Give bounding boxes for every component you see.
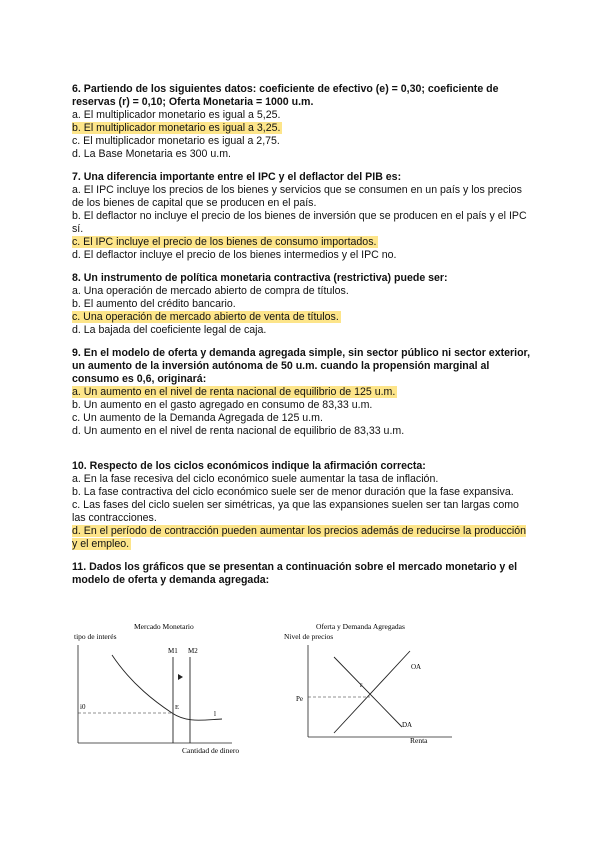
- answer-option: [72, 285, 532, 298]
- answer-text: b. La fase contractiva del ciclo económico suele ser de menor duración que la fase expansiva.: [72, 486, 514, 498]
- highlighted-answer-text: c. Una operación de mercado abierto de venta de títulos.: [72, 311, 339, 323]
- answer-text: d. Un aumento en el nivel de renta nacional de equilibrio de 83,33 u.m.: [72, 425, 405, 437]
- answer-text: c. El multiplicador monetario es igual a 2,75.: [72, 135, 280, 147]
- right-graph-ylabel: Nivel de precios: [284, 632, 334, 641]
- money-demand-curve: [112, 655, 222, 720]
- oa-label: OA: [411, 663, 422, 671]
- highlighted-answer-text: a. Un aumento en el nivel de renta nacional de equilibrio de 125 u.m.: [72, 386, 396, 398]
- question-block: [72, 171, 532, 262]
- answer-text: b. Un aumento en el gasto agregado en consumo de 83,33 u.m.: [72, 399, 373, 411]
- answer-text: d. La Base Monetaria es 300 u.m.: [72, 148, 231, 160]
- answer-option: [72, 148, 532, 161]
- question-block: [72, 83, 532, 161]
- da-label: DA: [402, 721, 413, 729]
- left-graph-xlabel: Cantidad de dinero: [182, 746, 240, 755]
- answer-option: [72, 184, 532, 210]
- question-stem: 11. Dados los gráficos que se presentan a continuación sobre el mercado monetario y el modelo de oferta y demanda agregada:: [72, 561, 518, 586]
- i0-label: i0: [80, 703, 86, 711]
- highlighted-answer-text: d. En el período de contracción pueden aumentar los precios además de reducirse la producción y el empleo.: [72, 525, 527, 550]
- question-block: [72, 561, 532, 587]
- question-stem: 6. Partiendo de los siguientes datos: coeficiente de efectivo (e) = 0,30; coeficiente de reservas (r) = 0,10; Oferta Monetaria = 1000 u.m.: [72, 83, 499, 108]
- aggregate-supply-demand-graph: [284, 622, 452, 745]
- answer-option: [72, 324, 532, 337]
- answer-option: [72, 499, 532, 525]
- highlighted-answer-text: c. El IPC incluye el precio de los bienes de consumo importados.: [72, 236, 377, 248]
- answer-text: b. El deflactor no incluye el precio de los bienes de inversión que se producen en el país y el IPC sí.: [72, 210, 527, 235]
- question-stem: 7. Una diferencia importante entre el IPC y el deflactor del PIB es:: [72, 171, 402, 183]
- answer-option: [72, 109, 532, 122]
- arrow-icon: [178, 674, 183, 680]
- question-block: [72, 347, 532, 438]
- oa-curve: [334, 651, 413, 733]
- da-curve: [334, 657, 402, 727]
- answer-option: [72, 486, 532, 499]
- answer-option: [72, 236, 532, 249]
- question-stem: 10. Respecto de los ciclos económicos indique la afirmación correcta:: [72, 460, 426, 472]
- answer-option: [72, 210, 532, 236]
- answer-text: c. Un aumento de la Demanda Agregada de 125 u.m.: [72, 412, 323, 424]
- answer-text: a. El multiplicador monetario es igual a 5,25.: [72, 109, 281, 121]
- question-stem: 8. Un instrumento de política monetaria contractiva (restrictiva) puede ser:: [72, 272, 448, 284]
- m2-label: M2: [188, 647, 198, 655]
- figure-graphs: [72, 615, 456, 755]
- question-block: [72, 460, 532, 551]
- answer-text: d. La bajada del coeficiente legal de caja.: [72, 324, 267, 336]
- left-graph-title: Mercado Monetario: [134, 622, 194, 631]
- l-label: l: [214, 710, 216, 718]
- question-stem: 9. En el modelo de oferta y demanda agregada simple, sin sector público ni sector exterior, un aumento de la inversión autónoma de 50 u.m. cuando la propensión marginal al consumo es 0,6, originará:: [72, 347, 531, 385]
- answer-option: [72, 473, 532, 486]
- economics-figures: [72, 615, 456, 755]
- answer-option: [72, 135, 532, 148]
- answer-option: [72, 386, 532, 399]
- answer-option: [72, 122, 532, 135]
- highlighted-answer-text: b. El multiplicador monetario es igual a 3,25.: [72, 122, 281, 134]
- answer-text: a. Una operación de mercado abierto de compra de títulos.: [72, 285, 349, 297]
- answer-text: a. El IPC incluye los precios de los bienes y servicios que se consumen en un país y los precios de los bienes de capital que se producen en el país.: [72, 184, 522, 209]
- r-label: r: [360, 681, 363, 689]
- m1-label: M1: [168, 647, 178, 655]
- answer-option: [72, 249, 532, 262]
- answer-text: a. En la fase recesiva del ciclo económico suele aumentar la tasa de inflación.: [72, 473, 439, 485]
- answer-option: [72, 311, 532, 324]
- answer-option: [72, 399, 532, 412]
- answer-option: [72, 425, 532, 438]
- answer-text: c. Las fases del ciclo suelen ser simétricas, ya que las expansiones suelen ser tan largas como las contracciones.: [72, 499, 519, 524]
- answer-text: d. El deflactor incluye el precio de los bienes intermedios y el IPC no.: [72, 249, 397, 261]
- answer-text: b. El aumento del crédito bancario.: [72, 298, 236, 310]
- e-label: E: [175, 704, 179, 711]
- pe-label: Pe: [296, 695, 303, 703]
- answer-option: [72, 298, 532, 311]
- exam-page: [72, 83, 532, 597]
- answer-option: [72, 412, 532, 425]
- answer-option: [72, 525, 532, 551]
- left-graph-ylabel: tipo de interés: [74, 632, 117, 641]
- right-graph-xlabel: Renta: [410, 736, 428, 745]
- money-market-graph: [74, 622, 239, 755]
- question-block: [72, 272, 532, 337]
- right-graph-title: Oferta y Demanda Agregadas: [316, 622, 405, 631]
